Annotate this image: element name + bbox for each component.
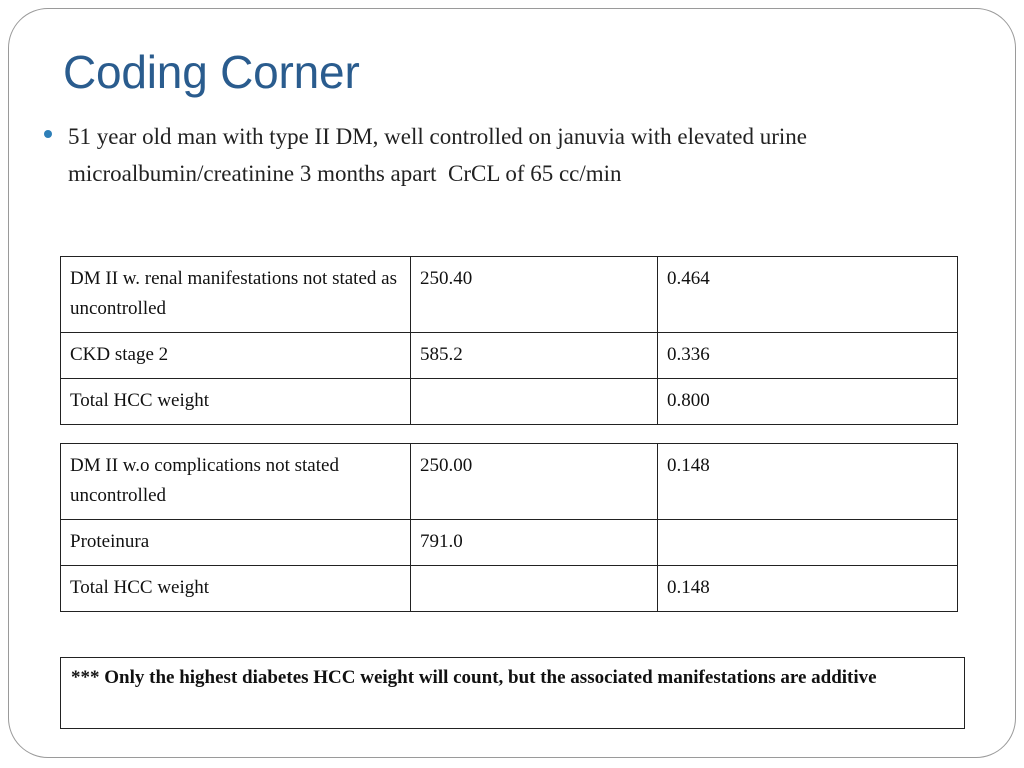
slide-title: Coding Corner [63, 46, 360, 98]
table-row [61, 257, 958, 333]
bullet-item [44, 118, 994, 192]
table-cell-code: 791.0 [411, 520, 658, 566]
table-cell-code [411, 566, 658, 612]
table-cell-code: 250.40 [411, 257, 658, 333]
table-row [61, 444, 958, 520]
hcc-table-renal [60, 256, 958, 425]
table-cell-description: Total HCC weight [61, 566, 411, 612]
bullet-text: 51 year old man with type II DM, well controlled on januvia with elevated urine microalbumin/creatinine 3 months apart CrCL of 65 cc/min [68, 124, 813, 186]
table-row [61, 520, 958, 566]
table-row-total [61, 566, 958, 612]
table-cell-weight: 0.336 [658, 333, 958, 379]
table-cell-description: Total HCC weight [61, 379, 411, 425]
table-cell-weight: 0.148 [658, 444, 958, 520]
table-cell-weight: 0.148 [658, 566, 958, 612]
table-row-total [61, 379, 958, 425]
table-cell-weight [658, 520, 958, 566]
table-row [61, 333, 958, 379]
note-box: *** Only the highest diabetes HCC weight will count, but the associated manifestations are additive [60, 657, 965, 729]
bullet-dot-icon [44, 130, 52, 138]
table-cell-description: DM II w. renal manifestations not stated as uncontrolled [61, 257, 411, 333]
hcc-table-no-complications [60, 443, 958, 612]
table-cell-code: 585.2 [411, 333, 658, 379]
table-cell-code: 250.00 [411, 444, 658, 520]
table-cell-description: DM II w.o complications not stated uncontrolled [61, 444, 411, 520]
table-cell-description: CKD stage 2 [61, 333, 411, 379]
table-cell-weight: 0.464 [658, 257, 958, 333]
table-cell-code [411, 379, 658, 425]
table-cell-description: Proteinura [61, 520, 411, 566]
table-cell-weight: 0.800 [658, 379, 958, 425]
